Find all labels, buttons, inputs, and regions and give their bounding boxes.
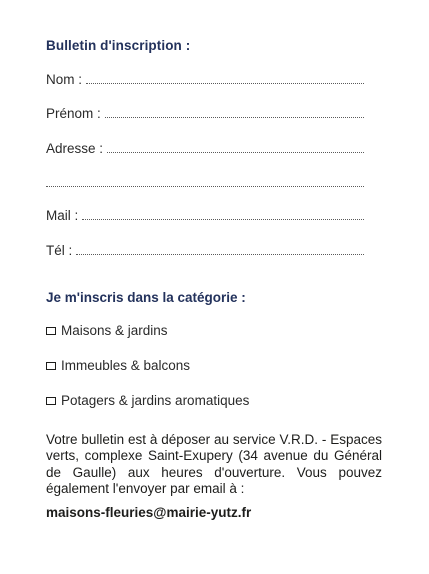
adresse-dotted-line[interactable]: [107, 141, 364, 153]
mail-dotted-line[interactable]: [82, 208, 364, 220]
checkbox-icon[interactable]: [46, 327, 56, 335]
tel-field[interactable]: [46, 243, 364, 261]
option-label: Potagers & jardins aromatiques: [61, 393, 250, 408]
adresse-label: Adresse :: [46, 141, 104, 156]
option-potagers-jardins[interactable]: [46, 393, 249, 408]
nom-label: Nom :: [46, 72, 83, 87]
checkbox-icon[interactable]: [46, 362, 56, 370]
prenom-label: Prénom :: [46, 106, 101, 121]
adresse-dotted-line-2[interactable]: [46, 175, 364, 187]
tel-dotted-line[interactable]: [76, 243, 364, 255]
tel-label: Tél :: [46, 243, 73, 258]
category-title: Je m'inscris dans la catégorie :: [46, 290, 246, 305]
adresse-field[interactable]: [46, 141, 364, 159]
option-label: Immeubles & balcons: [61, 358, 191, 373]
prenom-field[interactable]: [46, 106, 364, 124]
mail-label: Mail :: [46, 208, 79, 223]
nom-field[interactable]: [46, 72, 364, 90]
option-label: Maisons & jardins: [61, 323, 168, 338]
mail-field[interactable]: [46, 208, 364, 226]
prenom-dotted-line[interactable]: [105, 106, 364, 118]
submission-instructions: Votre bulletin est à déposer au service V.R.D. - Espaces verts, complexe Saint-Exupery (34 avenue du Général de Gaulle) aux heures d'ouverture. Vous pouvez également l'envoyer par email à :: [46, 432, 382, 496]
contact-email-link[interactable]: maisons-fleuries@mairie-yutz.fr: [46, 505, 252, 520]
checkbox-icon[interactable]: [46, 397, 56, 405]
nom-dotted-line[interactable]: [86, 72, 364, 84]
form-title: Bulletin d'inscription :: [46, 38, 191, 53]
adresse-field-line-2[interactable]: [46, 175, 364, 193]
option-maisons-jardins[interactable]: [46, 323, 168, 338]
registration-form: [46, 0, 382, 574]
option-immeubles-balcons[interactable]: [46, 358, 190, 373]
